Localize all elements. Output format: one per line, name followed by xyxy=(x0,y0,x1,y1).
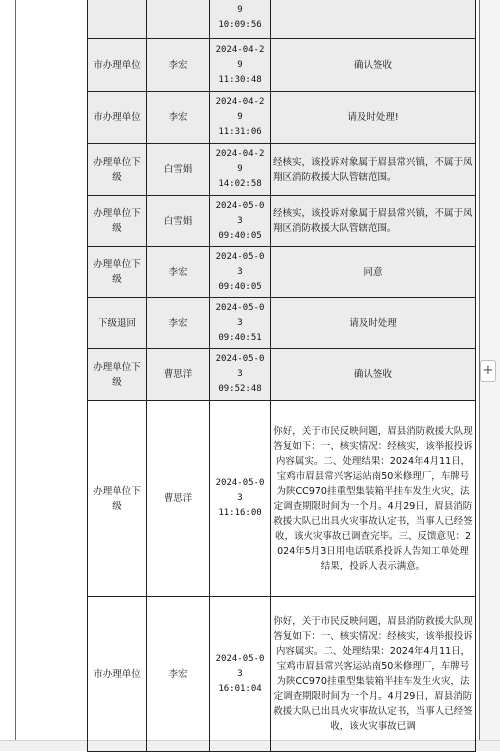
unit-cell: 市办理单位 xyxy=(88,39,147,92)
person-cell: 曹思洋 xyxy=(147,401,210,597)
person-cell: 李宏 xyxy=(147,247,210,298)
person-cell: 白雪娟 xyxy=(147,144,210,196)
time-cell: 2024-05-0 3 16:01:04 xyxy=(210,597,271,752)
table-row xyxy=(88,196,476,247)
content-cell: 你好，关于市民反映问题，眉县消防救援大队现答复如下：一、核实情况：经核实，该举报投诉内容属实。二、处理结果：2024年4月11日，宝鸡市眉县常兴客运站南50米修理厂，车牌号为陕CC970挂重型集装箱半挂车发生火灾，法定调查期限时间为一个月。4月29日，眉县消防救援大队已出具火灾事故认定书，当事人已经签收，该火灾事故已调查完毕。三、反馈意见：2024年5月3日用电话联系投诉人告知工单处理结果，投诉人表示满意。 xyxy=(271,401,476,597)
time-cell: 2024-04-2 9 11:30:48 xyxy=(210,39,271,92)
table-row xyxy=(88,92,476,144)
table-row xyxy=(88,144,476,196)
content-cell xyxy=(271,0,476,39)
content-cell: 你好，关于市民反映问题，眉县消防救援大队现答复如下：一、核实情况：经核实，该举报投诉内容属实。二、处理结果：2024年4月11日，宝鸡市眉县常兴客运站南50米修理厂，车牌号为陕CC970挂重型集装箱半挂车发生火灾，法定调查期限时间为一个月。4月29日，眉县消防救援大队已出具火灾事故认定书，当事人已经签收，该火灾事故已调 xyxy=(271,597,476,752)
add-page-button[interactable]: + xyxy=(480,360,496,382)
time-cell: 2024-04-2 9 14:02:58 xyxy=(210,144,271,196)
unit-cell: 办理单位下级 xyxy=(88,247,147,298)
content-cell: 请及时处理! xyxy=(271,92,476,144)
person-cell: 李宏 xyxy=(147,597,210,752)
unit-cell: 下级退回 xyxy=(88,298,147,349)
unit-cell: 市办理单位 xyxy=(88,92,147,144)
person-cell xyxy=(147,0,210,39)
time-cell: 2024-05-0 3 11:16:00 xyxy=(210,401,271,597)
content-cell: 经核实，该投诉对象属于眉县常兴镇，不属于凤翔区消防救援大队管辖范围。 xyxy=(271,144,476,196)
time-cell: 2024-04-2 9 11:31:06 xyxy=(210,92,271,144)
table-row xyxy=(88,247,476,298)
person-cell: 李宏 xyxy=(147,92,210,144)
table-row xyxy=(88,349,476,401)
unit-cell: 办理单位下级 xyxy=(88,196,147,247)
person-cell: 李宏 xyxy=(147,39,210,92)
unit-cell: 办理单位下级 xyxy=(88,401,147,597)
content-cell: 请及时处理 xyxy=(271,298,476,349)
table-row xyxy=(88,597,476,752)
content-cell: 经核实，该投诉对象属于眉县常兴镇，不属于凤翔区消防救援大队管辖范围。 xyxy=(271,196,476,247)
content-cell: 确认签收 xyxy=(271,349,476,401)
person-cell: 白雪娟 xyxy=(147,196,210,247)
time-cell: 2024-05-0 3 09:52:48 xyxy=(210,349,271,401)
table-row xyxy=(88,401,476,597)
table-row xyxy=(88,0,476,39)
person-cell: 李宏 xyxy=(147,298,210,349)
time-cell: 2024-05-0 3 09:40:51 xyxy=(210,298,271,349)
time-cell: 9 10:09:56 xyxy=(210,0,271,39)
unit-cell: 办理单位下级 xyxy=(88,144,147,196)
table-row xyxy=(88,298,476,349)
table-row xyxy=(88,39,476,92)
page-left-border xyxy=(15,0,16,750)
unit-cell: 办理单位下级 xyxy=(88,349,147,401)
content-cell: 确认签收 xyxy=(271,39,476,92)
time-cell: 2024-05-0 3 09:40:05 xyxy=(210,247,271,298)
time-cell: 2024-05-0 3 09:40:05 xyxy=(210,196,271,247)
person-cell: 曹思洋 xyxy=(147,349,210,401)
processing-log-table xyxy=(87,0,476,752)
unit-cell: 市办理单位 xyxy=(88,597,147,752)
unit-cell xyxy=(88,0,147,39)
content-cell: 同意 xyxy=(271,247,476,298)
